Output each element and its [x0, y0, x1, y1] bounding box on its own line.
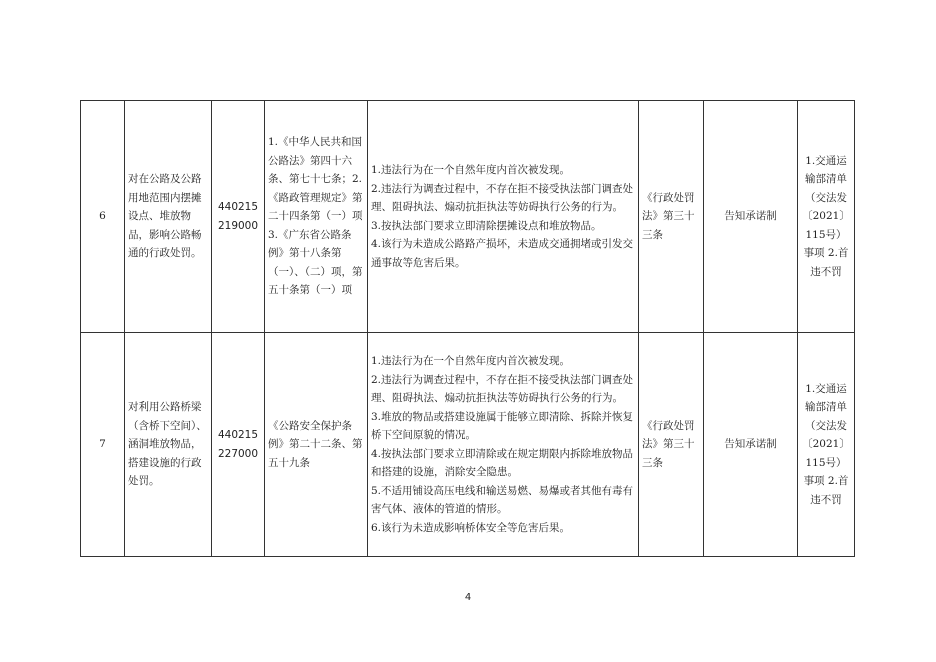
item-code: 440215227000: [212, 333, 265, 557]
legal-basis: 《公路安全保护条例》第二十二条、第五十九条: [265, 333, 368, 557]
condition-item: 3.堆放的物品或搭建设施属于能够立即清除、拆除并恢复桥下空间原貌的情况。: [371, 410, 634, 441]
item-name: 对在公路及公路用地范围内摆摊设点、堆放物品，影响公路畅通的行政处罚。: [125, 101, 212, 333]
remarks: 1.交通运输部清单（交法发〔2021〕115号）事项 2.首违不罚: [798, 333, 855, 557]
enforcement-table: [80, 100, 855, 557]
item-code: 440215219000: [212, 101, 265, 333]
legal-basis: 1.《中华人民共和国公路法》第四十六条、第七十七条；2.《路政管理规定》第二十四条第（一）项 3.《广东省公路条例》第十八条第（一）、（二）项，第五十条第（一）项: [265, 101, 368, 333]
enforcement-method: 告知承诺制: [704, 101, 798, 333]
table-row: [81, 101, 855, 333]
conditions: [368, 333, 639, 557]
penalty-law: 《行政处罚法》第三十三条: [639, 333, 704, 557]
condition-item: 5.不适用铺设高压电线和输送易燃、易爆或者其他有毒有害气体、液体的管道的情形。: [371, 484, 634, 515]
penalty-law: 《行政处罚法》第三十三条: [639, 101, 704, 333]
condition-item: 4.该行为未造成公路路产损坏，未造成交通拥堵或引发交通事故等危害后果。: [371, 238, 634, 269]
enforcement-method: 告知承诺制: [704, 333, 798, 557]
item-name: 对利用公路桥梁（含桥下空间）、涵洞堆放物品，搭建设施的行政处罚。: [125, 333, 212, 557]
conditions: [368, 101, 639, 333]
row-number: 7: [81, 333, 125, 557]
condition-item: 4.按执法部门要求立即清除或在规定期限内拆除堆放物品和搭建的设施，消除安全隐患。: [371, 447, 634, 478]
row-number: 6: [81, 101, 125, 333]
condition-item: 2.违法行为调查过程中，不存在拒不接受执法部门调查处理、阻碍执法、煽动抗拒执法等妨碍执行公务的行为。: [371, 182, 634, 213]
remarks: 1.交通运输部清单（交法发〔2021〕115号）事项 2.首违不罚: [798, 101, 855, 333]
table-row: [81, 333, 855, 557]
page-number: 4: [464, 592, 472, 603]
condition-item: 2.违法行为调查过程中，不存在拒不接受执法部门调查处理、阻碍执法、煽动抗拒执法等妨碍执行公务的行为。: [371, 373, 634, 404]
condition-item: 3.按执法部门要求立即清除摆摊设点和堆放物品。: [371, 219, 602, 232]
condition-item: 1.违法行为在一个自然年度内首次被发现。: [371, 164, 571, 176]
condition-item: 6.该行为未造成影响桥体安全等危害后果。: [371, 521, 571, 534]
condition-item: 1.违法行为在一个自然年度内首次被发现。: [371, 355, 571, 367]
